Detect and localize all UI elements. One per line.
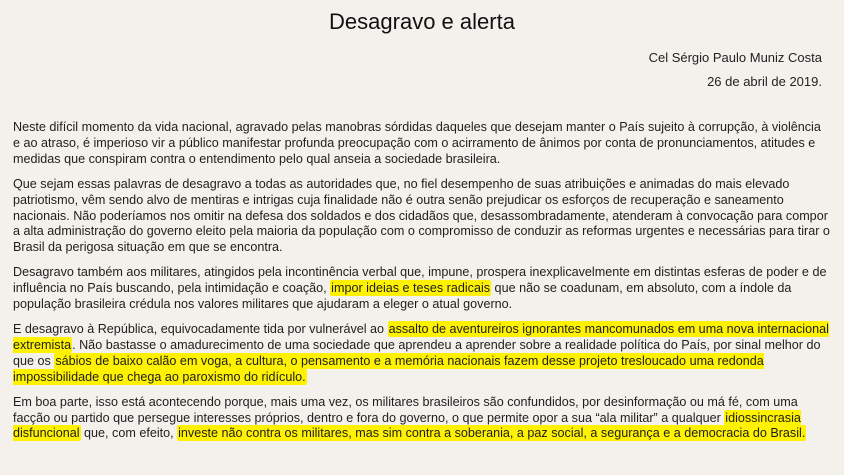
text-run: Que sejam essas palavras de desagravo a todas as autoridades que, no fiel desempenho de suas atribuições e animadas do mais elevado patriotismo, vêm sendo alvo de mentiras e intrigas cuja finalidade não é outra senão prejudicar os esforços de recuperação e saneamento nacionais. Não poderíamos nos omitir na defesa dos soldados e dos cidadãos que, desassombradamente, atenderam à convocação para compor a alta administração do governo eleito pela maioria da população com o compromisso de conduzir as reformas urgentes e necessárias para tirar o Brasil da perigosa situação em que se encontra. (13, 176, 830, 255)
paragraph-2 (13, 177, 831, 257)
byline (649, 46, 822, 94)
document-title: Desagravo e alerta (329, 9, 515, 34)
paragraph-4 (13, 322, 831, 386)
highlighted-text: sábios de baixo calão em voga, a cultura, o pensamento e a memória nacionais fazem desse projeto tresloucado uma redonda impossibilidade que chega ao paroxismo do ridículo. (13, 353, 764, 384)
highlighted-text: impor ideias e teses radicais (331, 281, 491, 296)
text-run: . Não bastasse o amadurecimento de uma sociedade que aprendeu a aprender sobre a realidade política do País, por sinal melhor do que os (13, 337, 821, 368)
highlighted-text: assalto de aventureiros ignorantes mancomunados em uma nova internacional extremista (13, 321, 829, 352)
publication-date: 26 de abril de 2019. (707, 74, 822, 89)
text-run: Desagravo também aos militares, atingidos pela incontinência verbal que, impune, prospera inexplicavelmente em distintas esferas de poder e de influência no País buscando, pela intimidação e coação, (13, 265, 827, 296)
highlighted-text: investe não contra os militares, mas sim contra a soberania, a paz social, a segurança e a democracia do Brasil. (178, 426, 806, 441)
paragraph-3 (13, 265, 831, 313)
highlighted-text: idiossincrasia disfuncional (13, 410, 801, 441)
text-run: que, com efeito, (80, 426, 178, 441)
text-run: E desagravo à República, equivocadamente tida por vulnerável ao (13, 321, 388, 336)
text-run: Neste difícil momento da vida nacional, agravado pelas manobras sórdidas daqueles que desejam manter o País sujeito à corrupção, à violência e ao atraso, é imperioso vir a público manifestar profunda preocupação com o acirramento de ânimos por conta de pronunciamentos, atitudes e medidas que conspiram contra o entendimento pelo qual anseia a sociedade brasileira. (13, 120, 821, 166)
paragraph-1 (13, 120, 831, 168)
article-body (13, 120, 831, 451)
text-run: Em boa parte, isso está acontecendo porque, mais uma vez, os militares brasileiros são confundidos, por desinformação ou má fé, com uma facção ou partido que persegue interesses próprios, dentro e fora do governo, o que permite opor a sua “ala militar” a qualquer (13, 394, 798, 425)
author-name: Cel Sérgio Paulo Muniz Costa (648, 50, 822, 65)
paragraph-5 (13, 395, 831, 443)
text-run: que não se coadunam, em absoluto, com a índole da população brasileira crédula nos valores militares que ajudaram a eleger o atual governo. (13, 281, 792, 312)
